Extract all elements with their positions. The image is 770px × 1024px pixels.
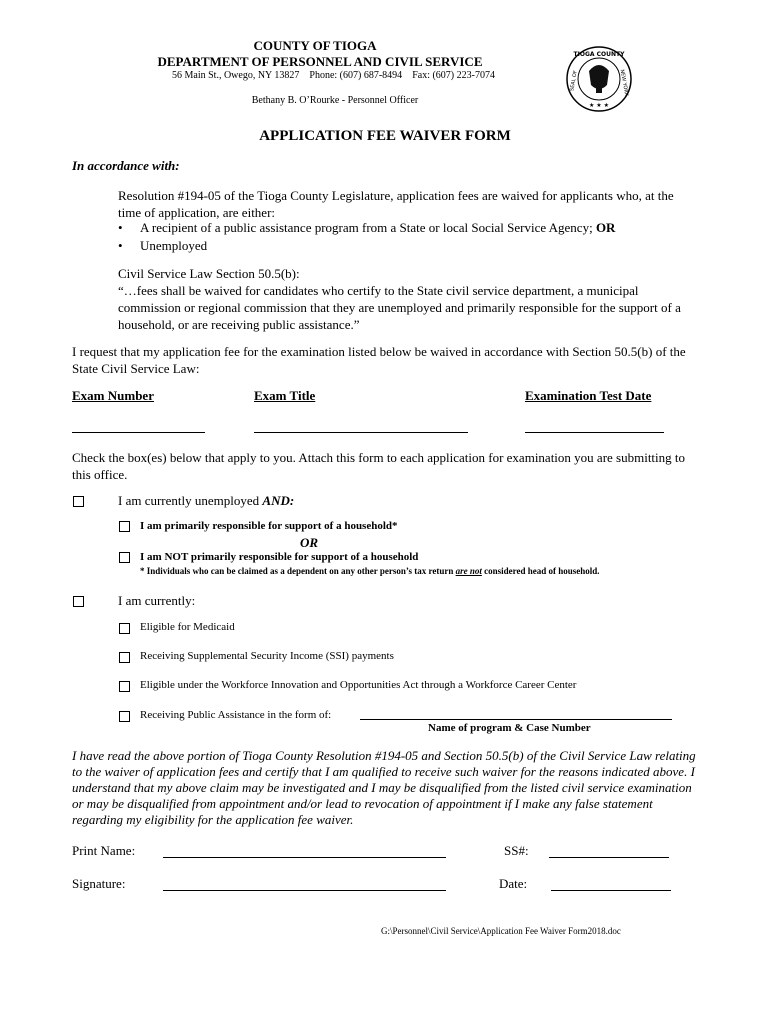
exam-title-field[interactable] xyxy=(254,432,468,433)
resolution-bullet-2: • Unemployed xyxy=(118,238,208,253)
exam-number-header: Exam Number xyxy=(72,388,154,403)
signature-field[interactable] xyxy=(163,890,446,891)
svg-text:TIOGA COUNTY: TIOGA COUNTY xyxy=(573,51,625,58)
currently-label: I am currently: xyxy=(118,593,196,608)
wioa-label: Eligible under the Workforce Innovation and Opportunities Act through a Workforce Career Center xyxy=(140,679,577,691)
county-seal-logo xyxy=(565,45,633,113)
household-not-responsible-label: I am NOT primarily responsible for support of a household xyxy=(140,551,419,563)
unemployed-checkbox[interactable] xyxy=(73,496,84,507)
address: 56 Main St., Owego, NY 13827 xyxy=(172,70,300,81)
currently-checkbox[interactable] xyxy=(73,596,84,607)
household-responsible-checkbox[interactable] xyxy=(119,521,130,532)
phone: Phone: (607) 687-8494 xyxy=(309,70,403,81)
public-assistance-checkbox[interactable] xyxy=(119,711,130,722)
date-field[interactable] xyxy=(551,890,671,891)
county-name: COUNTY OF TIOGA xyxy=(253,38,377,53)
household-responsible-label: I am primarily responsible for support of a household* xyxy=(140,520,398,532)
footnote-pre: * Individuals who can be claimed as a dependent on any other person’s tax return xyxy=(140,566,454,576)
footnote-post: considered head of household. xyxy=(484,566,600,576)
exam-date-field[interactable] xyxy=(525,432,664,433)
unemployed-row xyxy=(118,493,294,509)
fax: Fax: (607) 223-7074 xyxy=(412,70,495,81)
ssi-label: Receiving Supplemental Security Income (SSI) payments xyxy=(140,650,394,662)
household-not-responsible-checkbox[interactable] xyxy=(119,552,130,563)
accordance-heading: In accordance with: xyxy=(72,158,180,173)
svg-text:★ ★ ★: ★ ★ ★ xyxy=(589,102,609,109)
print-name-field[interactable] xyxy=(163,857,446,858)
file-path-footer: G:\Personnel\Civil Service\Application Fee Waiver Form2018.doc xyxy=(381,926,621,936)
form-title: APPLICATION FEE WAIVER FORM xyxy=(259,128,511,144)
unemployed-label: I am currently unemployed xyxy=(118,493,260,508)
bullet-1-text: A recipient of a public assistance program from a State or local Social Service Agency; xyxy=(140,220,593,235)
department-name: DEPARTMENT OF PERSONNEL AND CIVIL SERVICE xyxy=(157,54,483,69)
program-case-number-field[interactable] xyxy=(360,719,672,720)
svg-text:SEAL OF: SEAL OF xyxy=(569,69,579,92)
resolution-text: Resolution #194-05 of the Tioga County Legislature, application fees are waived for applicants who, at the time of application, are either: xyxy=(118,188,674,220)
resolution-bullet-1: • A recipient of a public assistance program from a State or local Social Service Agency; OR xyxy=(118,220,616,235)
personnel-officer: Bethany B. O’Rourke - Personnel Officer xyxy=(251,95,419,106)
law-quote: “…fees shall be waived for candidates who certify to the State civil service department, a municipal commission or regional commission that they are unemployed and primarily responsible for the support of a household, or are receiving public assistance.” xyxy=(118,283,681,332)
contact-line xyxy=(172,70,495,81)
exam-date-header: Examination Test Date xyxy=(525,388,652,403)
law-heading: Civil Service Law Section 50.5(b): xyxy=(118,266,300,281)
ss-field[interactable] xyxy=(549,857,669,858)
date-label: Date: xyxy=(499,876,528,891)
exam-number-field[interactable] xyxy=(72,432,205,433)
request-text: I request that my application fee for the examination listed below be waived in accordance with Section 50.5(b) of the State Civil Service Law: xyxy=(72,344,686,376)
print-name-label: Print Name: xyxy=(72,843,136,858)
household-footnote xyxy=(140,566,600,576)
svg-text:NEW YORK: NEW YORK xyxy=(618,69,630,97)
or-separator: OR xyxy=(300,535,319,550)
ss-label: SS#: xyxy=(504,843,529,858)
medicaid-checkbox[interactable] xyxy=(119,623,130,634)
exam-title-header: Exam Title xyxy=(254,388,316,403)
unemployed-and: AND: xyxy=(262,493,295,508)
bullet-2-text: Unemployed xyxy=(140,238,208,253)
ssi-checkbox[interactable] xyxy=(119,652,130,663)
certification-statement: I have read the above portion of Tioga County Resolution #194-05 and Section 50.5(b) of the Civil Service Law relating to the waiver of application fees and certify that I am qualified to receive such waiver for the reasons indicated above. I understand that my above claim may be investigated and I may be disqualified from the listed civil service examination or may be disqualified from appointment and/or lead to revocation of appointment if I make any false statement regarding my eligibility for the application fee waiver. xyxy=(72,748,696,827)
signature-label: Signature: xyxy=(72,876,126,891)
medicaid-label: Eligible for Medicaid xyxy=(140,621,235,633)
program-case-caption: Name of program & Case Number xyxy=(428,722,591,734)
wioa-checkbox[interactable] xyxy=(119,681,130,692)
bullet-1-or: OR xyxy=(595,220,616,235)
footnote-are-not: are not xyxy=(455,566,482,576)
check-instructions: Check the box(es) below that apply to you. Attach this form to each application for examination you are submitting to this office. xyxy=(72,450,686,482)
public-assistance-label: Receiving Public Assistance in the form of: xyxy=(140,709,332,721)
